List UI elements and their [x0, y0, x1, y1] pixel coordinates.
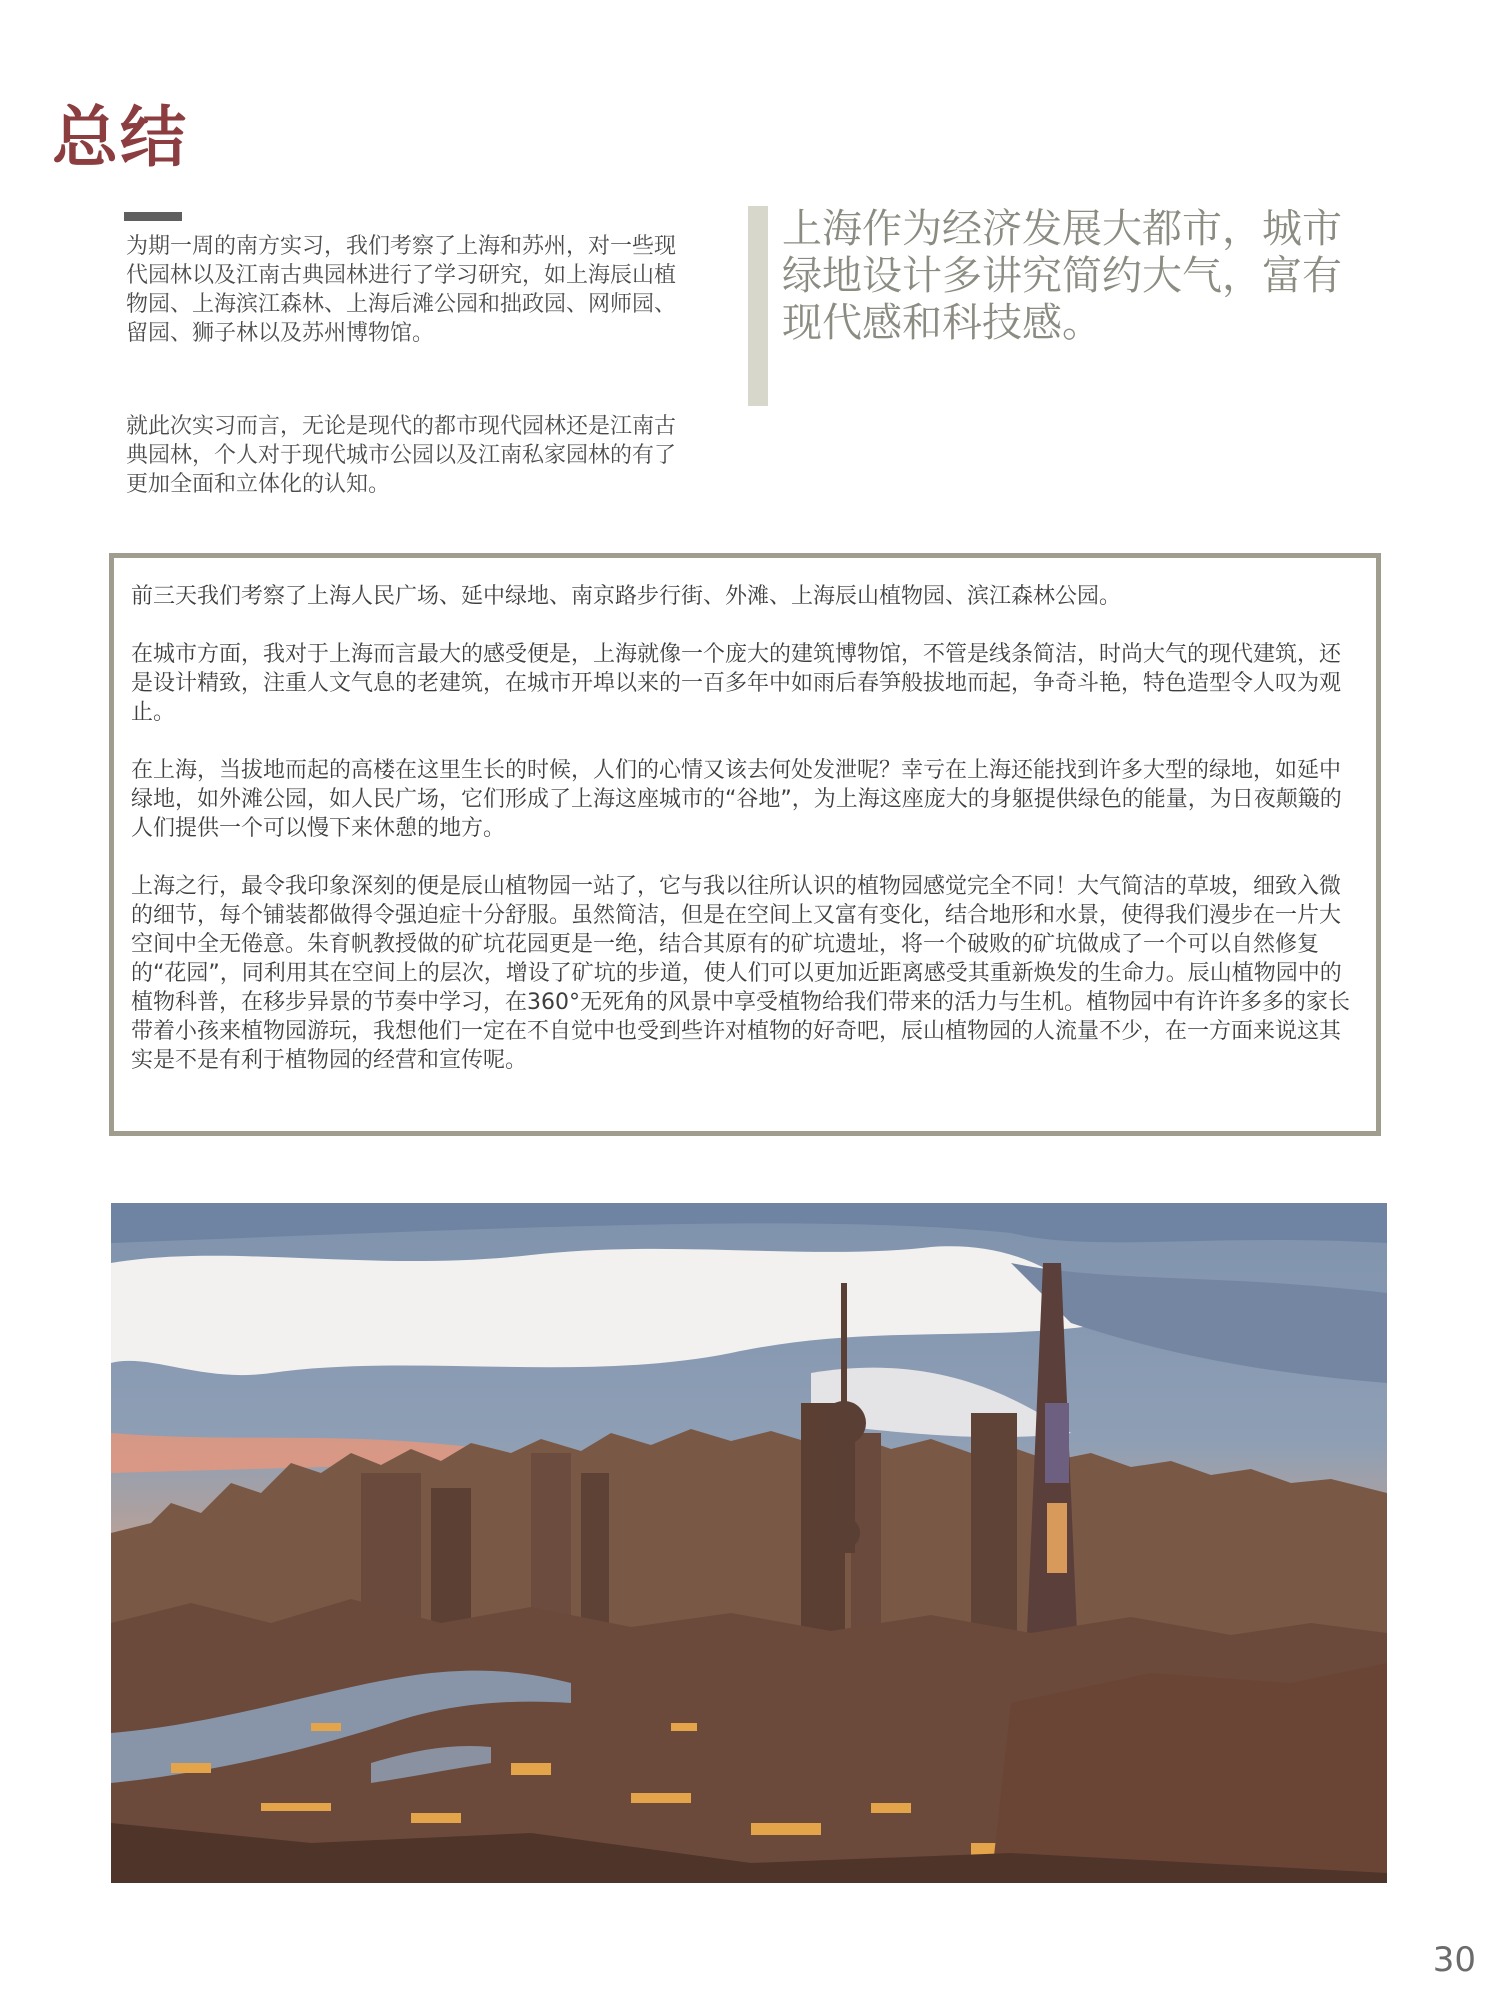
summary-textbox	[109, 553, 1381, 1136]
summary-paragraph-2: 在城市方面，我对于上海而言最大的感受便是，上海就像一个庞大的建筑博物馆，不管是线条简洁，时尚大气的现代建筑，还是设计精致，注重人文气息的老建筑，在城市开埠以来的一百多年中如雨后春笋般拔地而起，争奇斗艳，特色造型令人叹为观止。	[131, 642, 1342, 725]
summary-paragraph-1: 前三天我们考察了上海人民广场、延中绿地、南京路步行街、外滩、上海辰山植物园、滨江森林公园。	[131, 584, 1122, 609]
pull-quote: 上海作为经济发展大都市，城市绿地设计多讲究简约大气，富有现代感和科技感。	[782, 206, 1342, 346]
intro-text	[126, 232, 696, 563]
summary-paragraph-4: 上海之行，最令我印象深刻的便是辰山植物园一站了，它与我以往所认识的植物园感觉完全不同！大气简洁的草坡，细致入微的细节，每个铺装都做得令强迫症十分舒服。虽然简洁，但是在空间上又富有变化，结合地形和水景，使得我们漫步在一片大空间中全无倦意。朱育帆教授做的矿坑花园更是一绝，结合其原有的矿坑遗址，将一个破败的矿坑做成了一个可以自然修复的“花园”，同利用其在空间上的层次，增设了矿坑的步道，使人们可以更加近距离感受其重新焕发的生命力。辰山植物园中的植物科普，在移步异景的节奏中学习，在360°无死角的风景中享受植物给我们带来的活力与生机。植物园中有许许多多的家长带着小孩来植物园游玩，我想他们一定在不自觉中也受到些许对植物的好奇吧，辰山植物园的人流量不少，在一方面来说这其实是不是有利于植物园的经营和宣传呢。	[131, 874, 1350, 1073]
page-number: 30	[1432, 1940, 1476, 1980]
intro-paragraph-1: 为期一周的南方实习，我们考察了上海和苏州，对一些现代园林以及江南古典园林进行了学习研究，如上海辰山植物园、上海滨江森林、上海后滩公园和拙政园、网师园、留园、狮子林以及苏州博物馆。	[126, 234, 677, 346]
quote-bar	[748, 206, 768, 406]
page-title: 总结	[52, 98, 188, 176]
accent-dash	[124, 212, 182, 221]
skyline-illustration	[111, 1203, 1387, 1883]
summary-paragraph-3: 在上海，当拔地而起的高楼在这里生长的时候，人们的心情又该去何处发泄呢？幸亏在上海还能找到许多大型的绿地，如延中绿地，如外滩公园，如人民广场，它们形成了上海这座城市的“谷地”，为上海这座庞大的身躯提供绿色的能量，为日夜颠簸的人们提供一个可以慢下来休憩的地方。	[131, 758, 1342, 841]
intro-paragraph-2: 就此次实习而言，无论是现代的都市现代园林还是江南古典园林，个人对于现代城市公园以及江南私家园林的有了更加全面和立体化的认知。	[126, 414, 677, 497]
shanghai-skyline-photo	[111, 1203, 1387, 1883]
